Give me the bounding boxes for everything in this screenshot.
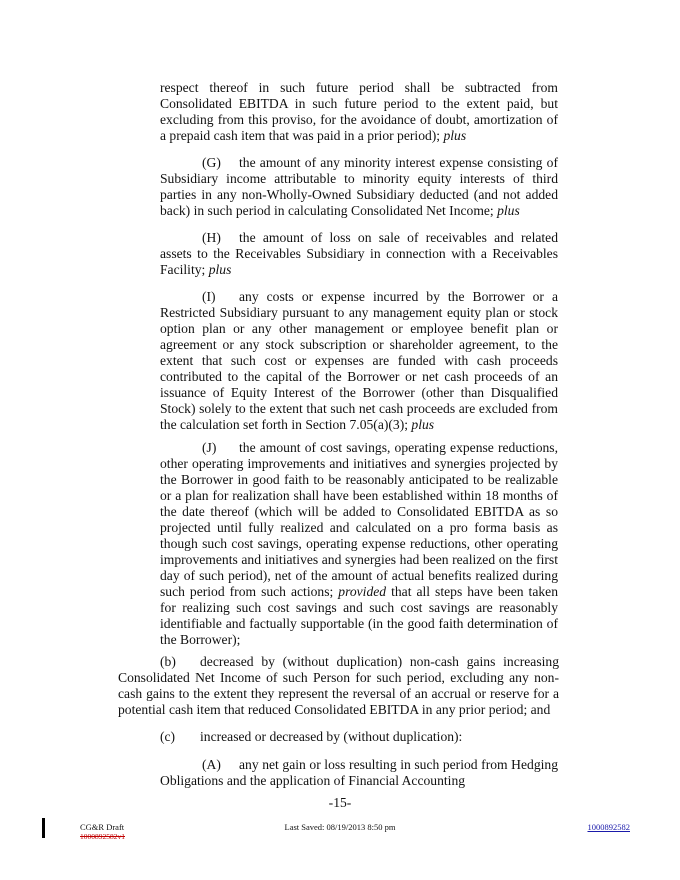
paragraph-j-text-after: that all steps have been taken for realizing such cost savings and such cost savings are reasonably identifiable and factually supportable (in the good faith determination of the Borrower); [160, 584, 558, 647]
paragraph-h-label: (H) [202, 230, 221, 245]
footer-doc-number-link[interactable]: 1000892582 [587, 822, 630, 832]
paragraph-j-italic: provided [338, 584, 387, 599]
paragraph-j-label: (J) [202, 440, 217, 455]
paragraph-g-text: the amount of any minority interest expense consisting of Subsidiary income attributable to minority equity interests of third parties in any non-Wholly-Owned Subsidiary deducted (and not added back) in such period in calculating Consolidated Net Income; [160, 155, 558, 218]
paragraph-intro-text: respect thereof in such future period shall be subtracted from Consolidated EBITDA in such future period to the extent paid, but excluding from this proviso, for the avoidance of doubt, amortization of a prepaid cash item that was paid in a prior period); [160, 80, 558, 143]
paragraph-h-text: the amount of loss on sale of receivables and related assets to the Receivables Subsidiary in connection with a Receivables Facility; [160, 230, 558, 277]
paragraph-b-label: (b) [160, 654, 176, 669]
paragraph-i-text: any costs or expense incurred by the Borrower or a Restricted Subsidiary pursuant to any management equity plan or stock option plan or any other management or employee benefit plan or agreement or any stock subscription or shareholder agreement, to the extent that such cost or expenses are funded with cash proceeds contributed to the capital of the Borrower or net cash proceeds of an issuance of Equity Interest of the Borrower (other than Disqualified Stock) solely to the extent that such net cash proceeds are excluded from the calculation set forth in Section 7.05(a)(3); [160, 289, 558, 432]
paragraph-b-text: decreased by (without duplication) non-cash gains increasing Consolidated Net Income of such Person for such period, excluding any non-cash gains to the extent they represent the reversal of an accrual or reserve for a potential cash item that reduced Consolidated EBITDA in any prior period; and [118, 654, 559, 717]
paragraph-j-text-before: the amount of cost savings, operating expense reductions, other operating improvements and initiatives and synergies projected by the Borrower in good faith to be reasonably anticipated to be realizable or a plan for realization shall have been established within 18 months of the date thereof (which will be added to Consolidated EBITDA as so projected until fully realized and calculated on a pro forma basis as though such cost savings, operating expense reductions, other operating improvements and initiatives and synergies had been realized on the first day of such period), net of the amount of actual benefits realized during such period from such actions; [160, 440, 558, 599]
paragraph-c [118, 729, 559, 745]
paragraph-i-label: (I) [202, 289, 216, 304]
paragraph-g-label: (G) [202, 155, 221, 170]
paragraph-intro-italic: plus [443, 128, 467, 143]
paragraph-c-label: (c) [160, 729, 176, 744]
paragraph-c-text: increased or decreased by (without duplication): [200, 729, 463, 744]
paragraph-h-italic: plus [208, 262, 232, 277]
paragraph-intro [160, 80, 558, 144]
paragraph-b [118, 654, 559, 718]
paragraph-g-italic: plus [497, 203, 520, 218]
footer-struck-docnum: 1000892582v1 [80, 832, 125, 841]
paragraph-i-italic: plus [411, 417, 435, 432]
paragraph-a-text: any net gain or loss resulting in such period from Hedging Obligations and the application of Financial Accounting [160, 757, 558, 788]
page-number: -15- [328, 795, 352, 810]
paragraph-g [160, 155, 558, 219]
footer-draft-label: CG&R Draft [80, 822, 125, 832]
paragraph-a [160, 757, 558, 789]
paragraph-a-label: (A) [202, 757, 221, 772]
paragraph-h [160, 230, 558, 278]
paragraph-j [160, 440, 558, 648]
footer-last-saved: Last Saved: 08/19/2013 8:50 pm [284, 822, 396, 832]
paragraph-i [160, 289, 558, 433]
